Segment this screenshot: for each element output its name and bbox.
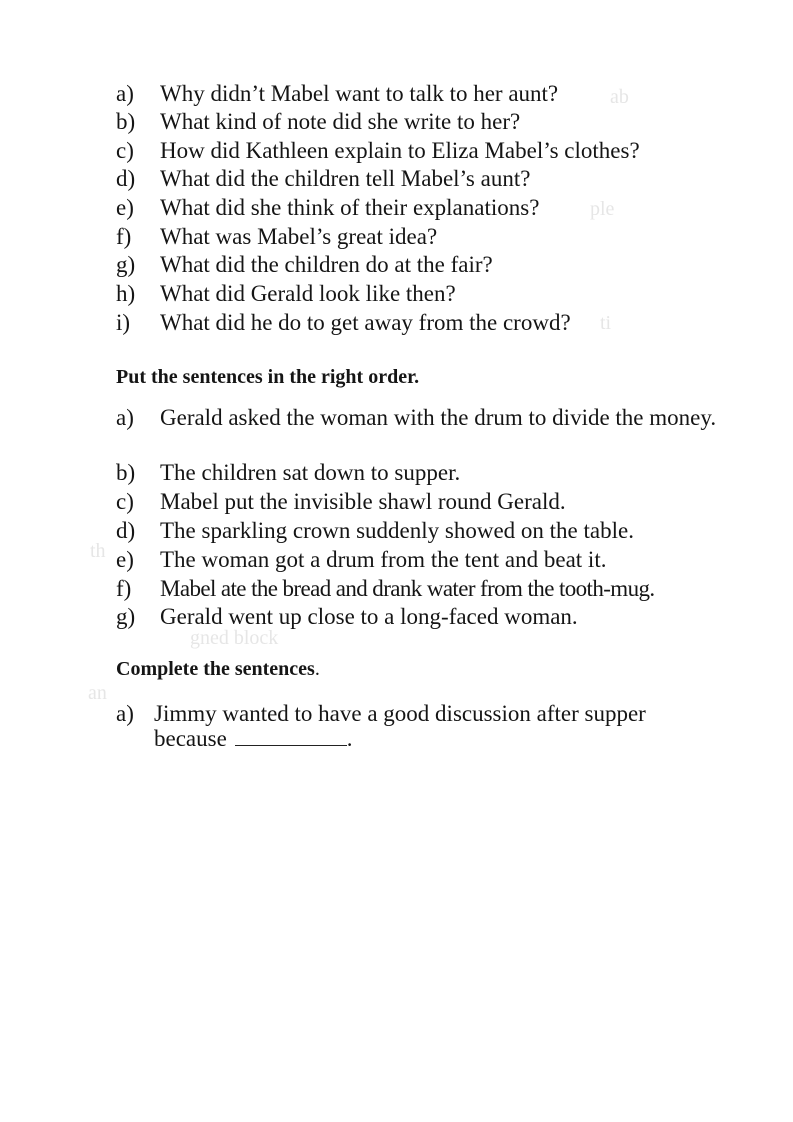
item-label: b) [116,460,136,485]
item-text: Gerald asked the woman with the drum to divide the money. [160,405,717,430]
item-label: b) [116,109,136,134]
item-text: What did the children do at the fair? [160,252,493,277]
item-label: f) [116,224,132,249]
item-text: Mabel put the invisible shawl round Gerald. [160,489,566,514]
item-text: Jimmy wanted to have a good discussion after supper [154,701,646,726]
answer-blank[interactable] [235,727,347,746]
order-item [116,458,736,487]
item-text: What did he do to get away from the crowd? [160,310,571,335]
question-item [116,107,736,136]
item-label: c) [116,489,134,514]
item-label: g) [116,604,136,629]
item-text: What kind of note did she write to her? [160,109,521,134]
order-item [116,545,736,574]
item-text: What did Gerald look like then? [160,281,456,306]
item-label: a) [116,405,134,430]
bleed-through-text: ti [600,312,612,334]
order-item [116,574,736,603]
item-label: h) [116,281,136,306]
bleed-through-text: ab [610,86,629,108]
item-label: g) [116,252,136,277]
question-item [116,308,736,337]
bleed-through-text: an [88,682,107,704]
item-label: d) [116,518,136,543]
bleed-through-text: th [90,540,106,562]
item-text: What did she think of their explanations? [160,195,540,220]
bleed-through-text: ple [590,198,615,220]
item-label: c) [116,138,134,163]
item-text-continued: because [154,726,227,751]
item-text: The children sat down to supper. [160,460,461,485]
question-item [116,222,736,251]
order-item [116,602,736,631]
question-item [116,136,736,165]
heading-text: Complete the sentences [116,658,315,680]
item-label: d) [116,166,136,191]
question-item [116,164,736,193]
item-label: a) [116,81,134,106]
order-item [116,516,736,545]
bleed-through-text: gned block [190,627,279,649]
sentence-end: . [346,726,353,751]
question-item [116,279,736,308]
question-item [116,79,736,108]
item-text: How did Kathleen explain to Eliza Mabel’s clothes? [160,138,640,163]
item-label: f) [116,576,132,601]
item-text: Why didn’t Mabel want to talk to her aunt? [160,81,559,106]
item-text: The sparkling crown suddenly showed on the table. [160,518,634,543]
question-item [116,250,736,279]
item-label: e) [116,547,134,572]
item-text: Mabel ate the bread and drank water from the tooth-mug. [160,576,655,601]
item-label: a) [116,701,134,726]
question-item [116,193,736,222]
item-text: What did the children tell Mabel’s aunt? [160,166,531,191]
section-heading-complete [116,656,320,682]
item-label: i) [116,310,131,335]
item-text: The woman got a drum from the tent and beat it. [160,547,607,572]
item-text: What was Mabel’s great idea? [160,224,438,249]
order-item [116,487,736,516]
complete-item-continuation [154,724,774,753]
section-heading-order: Put the sentences in the right order. [116,366,420,388]
item-text: Gerald went up close to a long-faced woman. [160,604,578,629]
heading-period: . [314,658,320,680]
item-label: e) [116,195,134,220]
order-item [116,403,736,432]
